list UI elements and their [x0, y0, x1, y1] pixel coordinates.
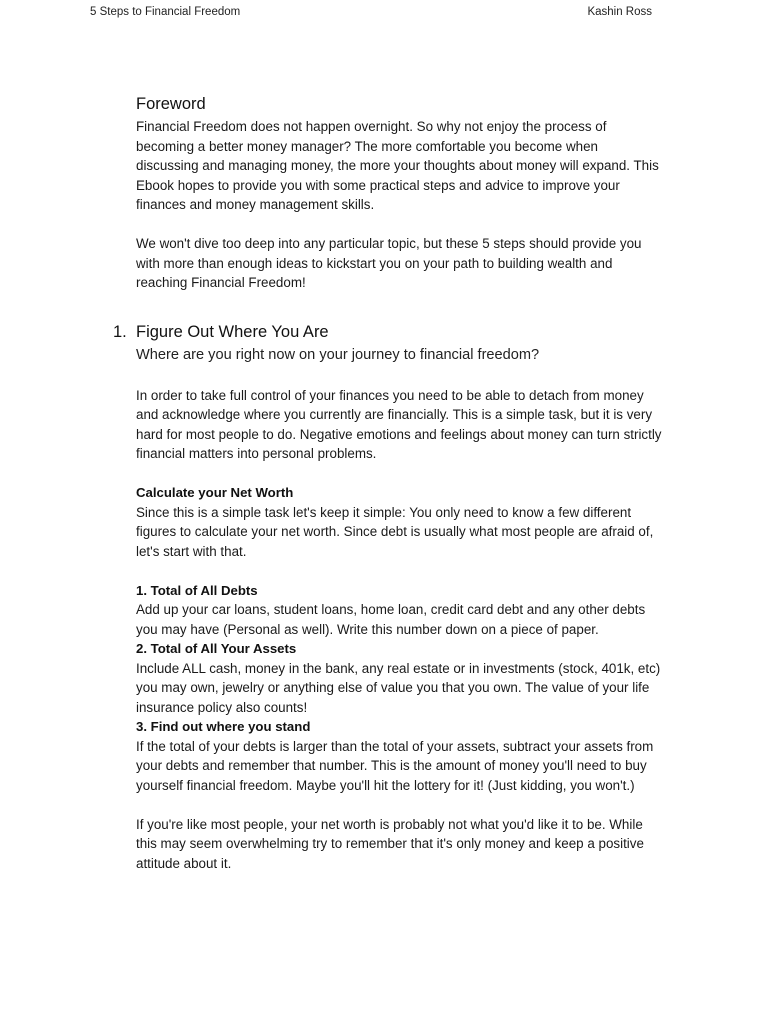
text-line: finances and money management skills.	[136, 197, 375, 212]
text-line: attitude about it.	[136, 855, 232, 871]
page-header	[90, 6, 652, 22]
section-number: 1.	[113, 322, 127, 341]
text-line: In order to take full control of your finances you need to be able to detach from money	[136, 387, 644, 403]
text-line: If the total of your debts is larger than the total of your assets, subtract your assets from	[136, 738, 654, 754]
step-3-heading: 3. Find out where you stand	[136, 719, 311, 734]
text-line: We won't dive too deep into any particular topic, but these 5 steps should provide you	[136, 236, 642, 251]
author-name: Kashin Ross	[587, 6, 652, 18]
text-line: becoming a better money manager? The more comfortable you become when	[136, 138, 598, 154]
step-3-text	[136, 737, 684, 796]
text-line: Since this is a simple task let's keep it simple: You only need to know a few different	[136, 504, 632, 520]
step-2-heading: 2. Total of All Your Assets	[136, 641, 297, 656]
text-line: figures to calculate your net worth. Since debt is usually what most people are afraid of,	[136, 524, 654, 539]
net-worth-text	[136, 503, 684, 562]
document-body	[113, 94, 684, 873]
section-title: Figure Out Where You Are	[136, 322, 329, 341]
section-subtitle: Where are you right now on your journey to financial freedom?	[136, 346, 540, 363]
text-line: Add up your car loans, student loans, home loan, credit card debt and any other debts	[136, 602, 646, 617]
text-line: you may own, jewelry or anything else of value you that you own. The value of your life	[136, 680, 650, 695]
step-2-text	[136, 659, 684, 718]
text-line: Financial Freedom does not happen overnight. So why not enjoy the process of	[136, 119, 607, 134]
text-line: financial matters into personal problems.	[136, 446, 377, 461]
text-line: If you're like most people, your net worth is probably not what you'd like it to be. While	[136, 816, 643, 832]
section-1-heading	[113, 322, 684, 342]
text-line: insurance policy also counts!	[136, 699, 308, 715]
text-line: yourself financial freedom. Maybe you'll hit the lottery for it! (Just kidding, you won't.)	[136, 777, 635, 793]
section-1-intro	[136, 386, 684, 464]
text-line: this may seem overwhelming try to remember that it's only money and keep a positive	[136, 836, 644, 851]
text-line: hard for most people to do. Negative emotions and feelings about money can turn strictly	[136, 426, 662, 442]
document-title: 5 Steps to Financial Freedom	[90, 6, 241, 18]
foreword-paragraph-2	[136, 234, 684, 293]
text-line: discussing and managing money, the more your thoughts about money will expand. This	[136, 158, 659, 173]
text-line: your debts and remember that number. This is the amount of money you'll need to buy	[136, 758, 647, 773]
text-line: reaching Financial Freedom!	[136, 275, 306, 290]
step-1-text	[136, 600, 684, 639]
text-line: let's start with that.	[136, 543, 247, 559]
text-line: Ebook hopes to provide you with some practical steps and advice to improve your	[136, 177, 620, 193]
text-line: with more than enough ideas to kickstart you on your path to building wealth and	[136, 255, 613, 271]
text-line: and acknowledge where you currently are financially. This is a simple task, but it is very	[136, 407, 653, 422]
text-line: Include ALL cash, money in the bank, any real estate or in investments (stock, 401k, etc)	[136, 660, 661, 676]
foreword-paragraph-1	[136, 117, 684, 215]
text-line: you may have (Personal as well). Write this number down on a piece of paper.	[136, 621, 599, 637]
foreword-heading: Foreword	[136, 95, 206, 113]
net-worth-heading: Calculate your Net Worth	[136, 485, 294, 500]
closing-paragraph	[136, 815, 684, 874]
step-1-heading: 1. Total of All Debts	[136, 582, 258, 598]
